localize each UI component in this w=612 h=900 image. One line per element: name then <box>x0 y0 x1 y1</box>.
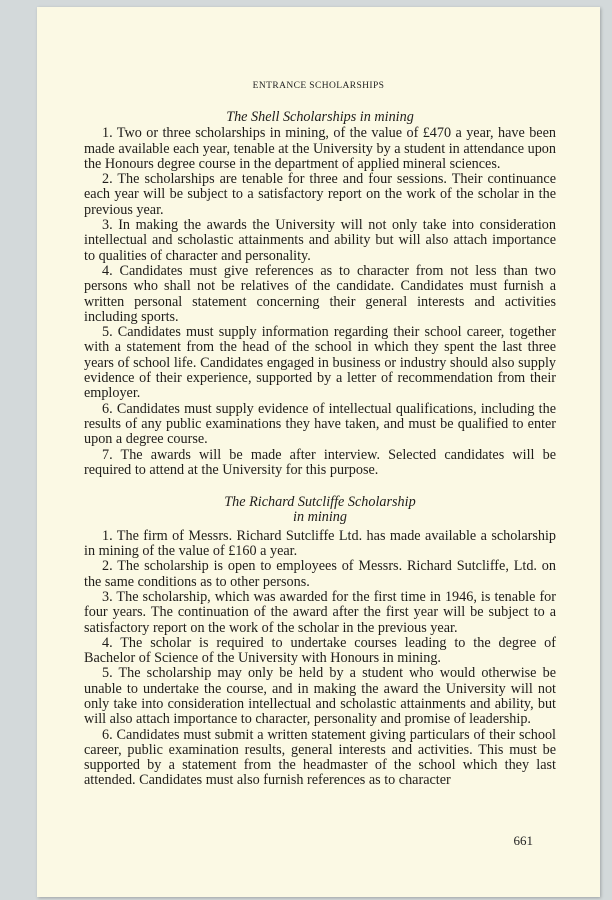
paragraph: 3. The scholarship, which was awarded for the first time in 1946, is tenable for four years. The continuation of the award after the first year will be subject to a satisfactory report on the work of the scholar in the previous year. <box>84 588 556 636</box>
paragraph: 2. The scholarships are tenable for three and four sessions. Their continuance each year will be subject to a satisfactory report on the work of the scholar in the previous year. <box>84 171 556 218</box>
paragraph: 5. Candidates must supply information regarding their school career, together with a statement from the head of the school in which they spent the last three years of school life. Candidates engaged in business or industry should also supply evidence of their experience, supported by a letter of recommendation from their employer. <box>84 324 556 402</box>
paragraph: 2. The scholarship is open to employees of Messrs. Richard Sutcliffe, Ltd. on the same conditions as to other persons. <box>84 558 556 590</box>
section-title-sutcliffe: The Richard Sutcliffe Scholarship <box>224 494 416 511</box>
document-page <box>37 7 600 897</box>
paragraph: 1. Two or three scholarships in mining, of the value of £470 a year, have been made available each year, tenable at the University by a student in attendance upon the Honours degree course in the department of applied mineral sciences. <box>84 125 556 172</box>
paragraph: 1. The firm of Messrs. Richard Sutcliffe Ltd. has made available a scholarship in mining of the value of £160 a year. <box>84 527 556 560</box>
section-subtitle-sutcliffe: in mining <box>293 509 347 526</box>
page-number: 661 <box>513 833 533 848</box>
section-title-shell: The Shell Scholarships in mining <box>226 109 414 125</box>
body-text <box>84 110 556 789</box>
paragraph: 4. The scholar is required to undertake courses leading to the degree of Bachelor of Science of the University with Honours in mining. <box>84 634 556 667</box>
paragraph: 4. Candidates must give references as to character from not less than two persons who shall not be relatives of the candidate. Candidates must furnish a written personal statement concerning their general interests and activities including sports. <box>84 262 556 325</box>
paragraph: 3. In making the awards the University will not only take into consideration intellectual and scholastic attainments and ability but will also attach importance to qualities of character and personality. <box>84 217 556 264</box>
paragraph: 7. The awards will be made after interview. Selected candidates will be required to attend at the University for this purpose. <box>84 446 556 478</box>
paragraph: 5. The scholarship may only be held by a student who would otherwise be unable to undertake the course, and in making the award the University will not only take into consideration intellectual and scholastic attainments and ability, but will also attach importance to character, personality and promise of leadership. <box>84 665 556 728</box>
running-head: ENTRANCE SCHOLARSHIPS <box>252 81 385 91</box>
paragraph: 6. Candidates must supply evidence of intellectual qualifications, including the results of any public examinations they have taken, and must be qualified to enter upon a degree course. <box>84 400 556 448</box>
paragraph: 6. Candidates must submit a written statement giving particulars of their school career, public examination results, general interests and activities. This must be supported by a statement from the headmaster of the school which they last attended. Candidates must also furnish references as to character <box>84 726 556 789</box>
